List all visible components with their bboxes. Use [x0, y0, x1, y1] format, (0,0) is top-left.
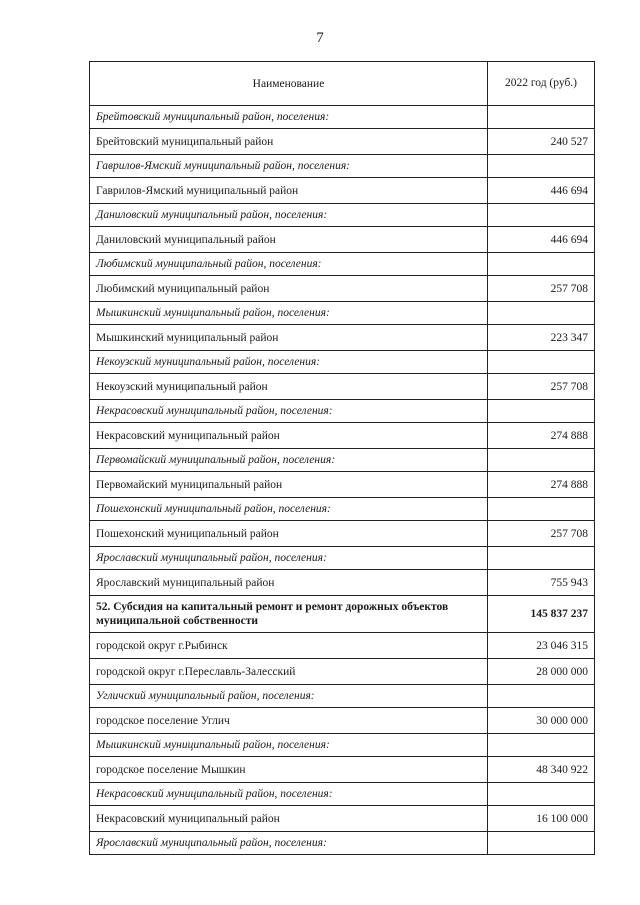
group-header-row: [90, 253, 595, 276]
row-name-cell: Некрасовский муниципальный район: [90, 806, 488, 832]
header-row: [90, 62, 595, 106]
table-row: [90, 325, 595, 351]
row-amount-cell: [488, 400, 595, 423]
table-row: [90, 570, 595, 596]
row-amount-cell: [488, 685, 595, 708]
row-name-cell: Ярославский муниципальный район, поселения:: [90, 547, 488, 570]
table-row: [90, 708, 595, 734]
row-amount-cell: [488, 498, 595, 521]
row-amount-cell: [488, 155, 595, 178]
row-amount-cell: 257 708: [488, 374, 595, 400]
row-amount-cell: [488, 351, 595, 374]
table-row: [90, 178, 595, 204]
row-amount-cell: 28 000 000: [488, 659, 595, 685]
row-name-cell: Мышкинский муниципальный район, поселения:: [90, 302, 488, 325]
row-amount-cell: [488, 106, 595, 129]
row-amount-cell: 446 694: [488, 227, 595, 253]
row-amount-cell: [488, 449, 595, 472]
row-name-cell: Пошехонский муниципальный район, поселения:: [90, 498, 488, 521]
row-amount-cell: 257 708: [488, 276, 595, 302]
table-row: [90, 659, 595, 685]
row-name-cell: Ярославский муниципальный район: [90, 570, 488, 596]
row-name-cell: Даниловский муниципальный район, поселения:: [90, 204, 488, 227]
group-header-row: [90, 547, 595, 570]
row-name-cell: Даниловский муниципальный район: [90, 227, 488, 253]
group-header-row: [90, 734, 595, 757]
group-header-row: [90, 204, 595, 227]
row-name-cell: Любимский муниципальный район, поселения:: [90, 253, 488, 276]
page-number: 7: [316, 30, 324, 46]
row-amount-cell: [488, 734, 595, 757]
row-name-cell: Некоузский муниципальный район: [90, 374, 488, 400]
group-header-row: [90, 783, 595, 806]
group-header-row: [90, 106, 595, 129]
row-name-cell: Гаврилов-Ямский муниципальный район, поселения:: [90, 155, 488, 178]
row-name-cell: городской округ г.Рыбинск: [90, 633, 488, 659]
header-amount: 2022 год (руб.): [488, 62, 595, 106]
row-name-cell: Мышкинский муниципальный район, поселения:: [90, 734, 488, 757]
table-header: [90, 62, 595, 106]
row-amount-cell: 145 837 237: [488, 596, 595, 633]
row-amount-cell: [488, 302, 595, 325]
row-amount-cell: 257 708: [488, 521, 595, 547]
table-row: [90, 633, 595, 659]
row-amount-cell: [488, 832, 595, 855]
group-header-row: [90, 449, 595, 472]
row-name-cell: Некрасовский муниципальный район, поселения:: [90, 783, 488, 806]
row-amount-cell: 755 943: [488, 570, 595, 596]
table-row: [90, 521, 595, 547]
row-amount-cell: 240 527: [488, 129, 595, 155]
group-header-row: [90, 155, 595, 178]
row-name-cell: Некоузский муниципальный район, поселения:: [90, 351, 488, 374]
row-amount-cell: [488, 204, 595, 227]
table-row: [90, 276, 595, 302]
row-name-cell: 52. Субсидия на капитальный ремонт и ремонт дорожных объектов муниципальной собственности: [90, 596, 488, 633]
table-row: [90, 129, 595, 155]
group-header-row: [90, 351, 595, 374]
table-row: [90, 806, 595, 832]
row-name-cell: Гаврилов-Ямский муниципальный район: [90, 178, 488, 204]
row-name-cell: Некрасовский муниципальный район, поселения:: [90, 400, 488, 423]
row-name-cell: Пошехонский муниципальный район: [90, 521, 488, 547]
row-amount-cell: [488, 783, 595, 806]
table-row: [90, 227, 595, 253]
row-name-cell: городской округ г.Переславль-Залесский: [90, 659, 488, 685]
group-header-row: [90, 302, 595, 325]
row-amount-cell: 23 046 315: [488, 633, 595, 659]
group-header-row: [90, 832, 595, 855]
row-name-cell: Первомайский муниципальный район: [90, 472, 488, 498]
row-amount-cell: 274 888: [488, 423, 595, 449]
row-amount-cell: 223 347: [488, 325, 595, 351]
table-row: [90, 423, 595, 449]
group-header-row: [90, 685, 595, 708]
table-row: [90, 472, 595, 498]
row-name-cell: Любимский муниципальный район: [90, 276, 488, 302]
row-name-cell: Первомайский муниципальный район, поселения:: [90, 449, 488, 472]
group-header-row: [90, 498, 595, 521]
group-header-row: [90, 400, 595, 423]
row-amount-cell: 446 694: [488, 178, 595, 204]
row-name-cell: городское поселение Мышкин: [90, 757, 488, 783]
subsidy-row: [90, 596, 595, 633]
row-amount-cell: 48 340 922: [488, 757, 595, 783]
budget-table: [89, 61, 595, 855]
row-name-cell: Ярославский муниципальный район, поселения:: [90, 832, 488, 855]
row-name-cell: Брейтовский муниципальный район: [90, 129, 488, 155]
row-name-cell: Некрасовский муниципальный район: [90, 423, 488, 449]
row-name-cell: городское поселение Углич: [90, 708, 488, 734]
table-row: [90, 374, 595, 400]
header-name: Наименование: [90, 62, 488, 106]
row-amount-cell: 30 000 000: [488, 708, 595, 734]
row-amount-cell: [488, 547, 595, 570]
table-row: [90, 757, 595, 783]
row-name-cell: Угличский муниципальный район, поселения:: [90, 685, 488, 708]
row-name-cell: Брейтовский муниципальный район, поселения:: [90, 106, 488, 129]
row-amount-cell: [488, 253, 595, 276]
row-amount-cell: 274 888: [488, 472, 595, 498]
row-name-cell: Мышкинский муниципальный район: [90, 325, 488, 351]
table-body: [90, 106, 595, 855]
row-amount-cell: 16 100 000: [488, 806, 595, 832]
